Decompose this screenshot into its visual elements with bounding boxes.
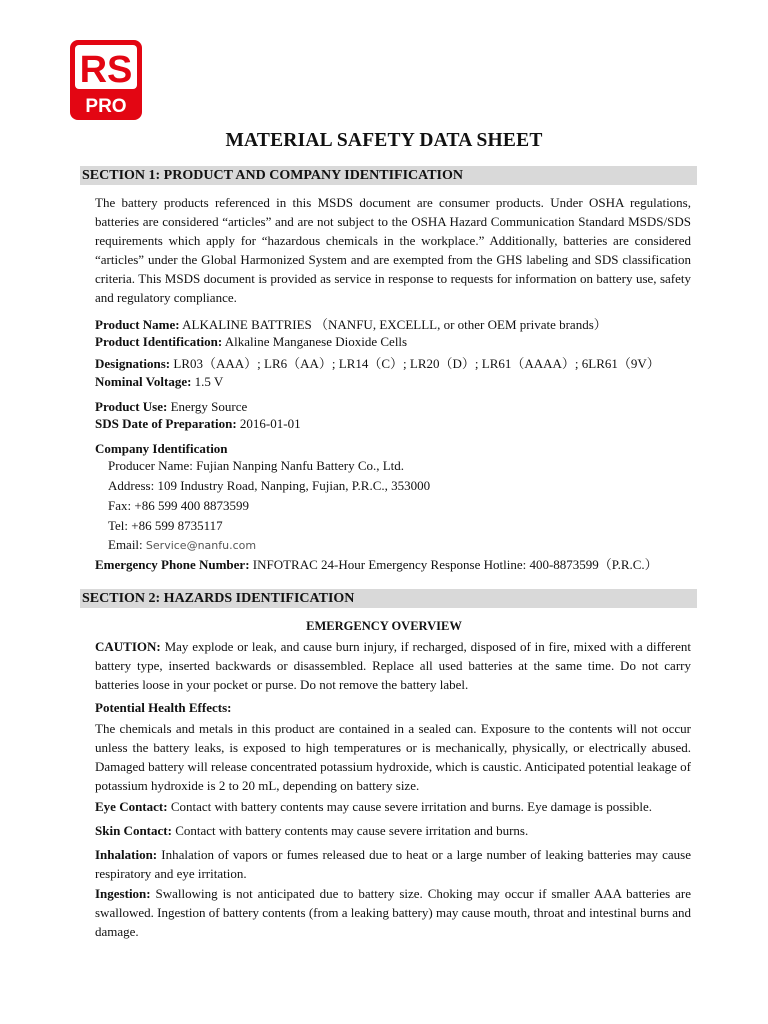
company-fax: Fax: +86 599 400 8873599 (108, 498, 249, 513)
skin-contact-label: Skin Contact: (95, 823, 172, 838)
product-use-row (95, 398, 247, 416)
product-name-value: ALKALINE BATTRIES （NANFU, EXCELLL, or other OEM private brands） (182, 317, 607, 332)
email-label: Email: (108, 537, 143, 552)
inhalation-text: Inhalation of vapors or fumes released due to heat or a large number of leaking batteries may cause respiratory and eye irritation. (95, 847, 692, 881)
eye-contact-label: Eye Contact: (95, 799, 168, 814)
product-name-label: Product Name: (95, 317, 180, 332)
section1-heading: SECTION 1: PRODUCT AND COMPANY IDENTIFICATION (80, 166, 697, 185)
logo-rs-text: RS (79, 49, 133, 91)
document-title: MATERIAL SAFETY DATA SHEET (225, 130, 543, 151)
product-id-value: Alkaline Manganese Dioxide Cells (224, 334, 408, 349)
eye-contact-paragraph (95, 797, 691, 816)
ingestion-paragraph (95, 884, 691, 941)
designations-label: Designations: (95, 356, 171, 371)
designations-value: LR03（AAA）; LR6（AA）; LR14（C）; LR20（D）; LR61（AAAA）; 6LR61（9V） (173, 356, 660, 371)
emergency-phone-value: INFOTRAC 24-Hour Emergency Response Hotline: 400-8873599（P.R.C.） (252, 557, 658, 572)
sds-date-value: 2016-01-01 (239, 416, 301, 431)
product-use-value: Energy Source (170, 399, 248, 414)
skin-contact-text: Contact with battery contents may cause severe irritation and burns. (175, 823, 529, 838)
producer-name: Producer Name: Fujian Nanping Nanfu Battery Co., Ltd. (108, 458, 405, 473)
skin-contact-paragraph (95, 821, 691, 840)
emergency-overview-heading: EMERGENCY OVERVIEW (306, 619, 462, 633)
logo-pro-text: PRO (85, 96, 127, 117)
company-tel: Tel: +86 599 8735117 (108, 518, 223, 533)
emergency-phone-label: Emergency Phone Number: (95, 557, 250, 572)
company-email-row (108, 536, 256, 555)
rs-pro-logo (68, 38, 144, 122)
product-id-row (95, 333, 407, 351)
health-effects-paragraph: The chemicals and metals in this product are contained in a sealed can. Exposure to the contents will not occur unless the battery leaks, is exposed to high temperatures or is mechanically, physically, or electrically abused. Damaged battery will release concentrated potassium hydroxide, which is caustic. Anticipated potential leakage of potassium hydroxide is 2 to 20 mL, depending on battery size. (95, 721, 691, 793)
eye-contact-text: Contact with battery contents may cause severe irritation and burns. Eye damage is possible. (170, 799, 653, 814)
voltage-label: Nominal Voltage: (95, 374, 192, 389)
product-use-label: Product Use: (95, 399, 168, 414)
company-id-heading: Company Identification (95, 441, 228, 456)
emergency-phone-row (95, 556, 658, 574)
inhalation-label: Inhalation: (95, 847, 158, 862)
section2-heading: SECTION 2: HAZARDS IDENTIFICATION (80, 589, 697, 608)
section1-intro: The battery products referenced in this MSDS document are consumer products. Under OSHA regulations, batteries are considered “articles” and are not subject to the OSHA Hazard Communication Standard MSDS/SDS requirements which apply for “hazardous chemicals in the workplace.” Additionally, batteries are considered “articles” under the Global Harmonized System and are exempted from the GHS labeling and SDS classification criteria. This MSDS document is provided as service in response to requests for information on battery use, safety and regulatory compliance. (95, 195, 691, 305)
caution-text: May explode or leak, and cause burn injury, if recharged, disposed of in fire, mixed with a different battery type, inserted backwards or disassembled. Replace all used batteries at the same time. Do not carry batteries loose in your pocket or purse. Do not remove the battery label. (95, 639, 691, 692)
voltage-row (95, 373, 223, 391)
email-link[interactable]: Service@nanfu.com (145, 539, 257, 552)
company-address: Address: 109 Industry Road, Nanping, Fujian, P.R.C., 353000 (108, 478, 431, 493)
sds-date-label: SDS Date of Preparation: (95, 416, 237, 431)
sds-date-row (95, 415, 301, 433)
designations-row (95, 355, 660, 373)
product-id-label: Product Identification: (95, 334, 223, 349)
inhalation-paragraph (95, 845, 691, 883)
ingestion-label: Ingestion: (95, 886, 151, 901)
caution-paragraph (95, 637, 691, 694)
product-name-row (95, 316, 607, 334)
health-effects-heading: Potential Health Effects: (95, 700, 232, 715)
ingestion-text: Swallowing is not anticipated due to battery size. Choking may occur if smaller AAA batteries are swallowed. Ingestion of battery contents (from a leaking battery) may cause mouth, throat and intestinal burns and damage. (95, 886, 692, 939)
voltage-value: 1.5 V (194, 374, 224, 389)
caution-label: CAUTION: (95, 639, 161, 654)
